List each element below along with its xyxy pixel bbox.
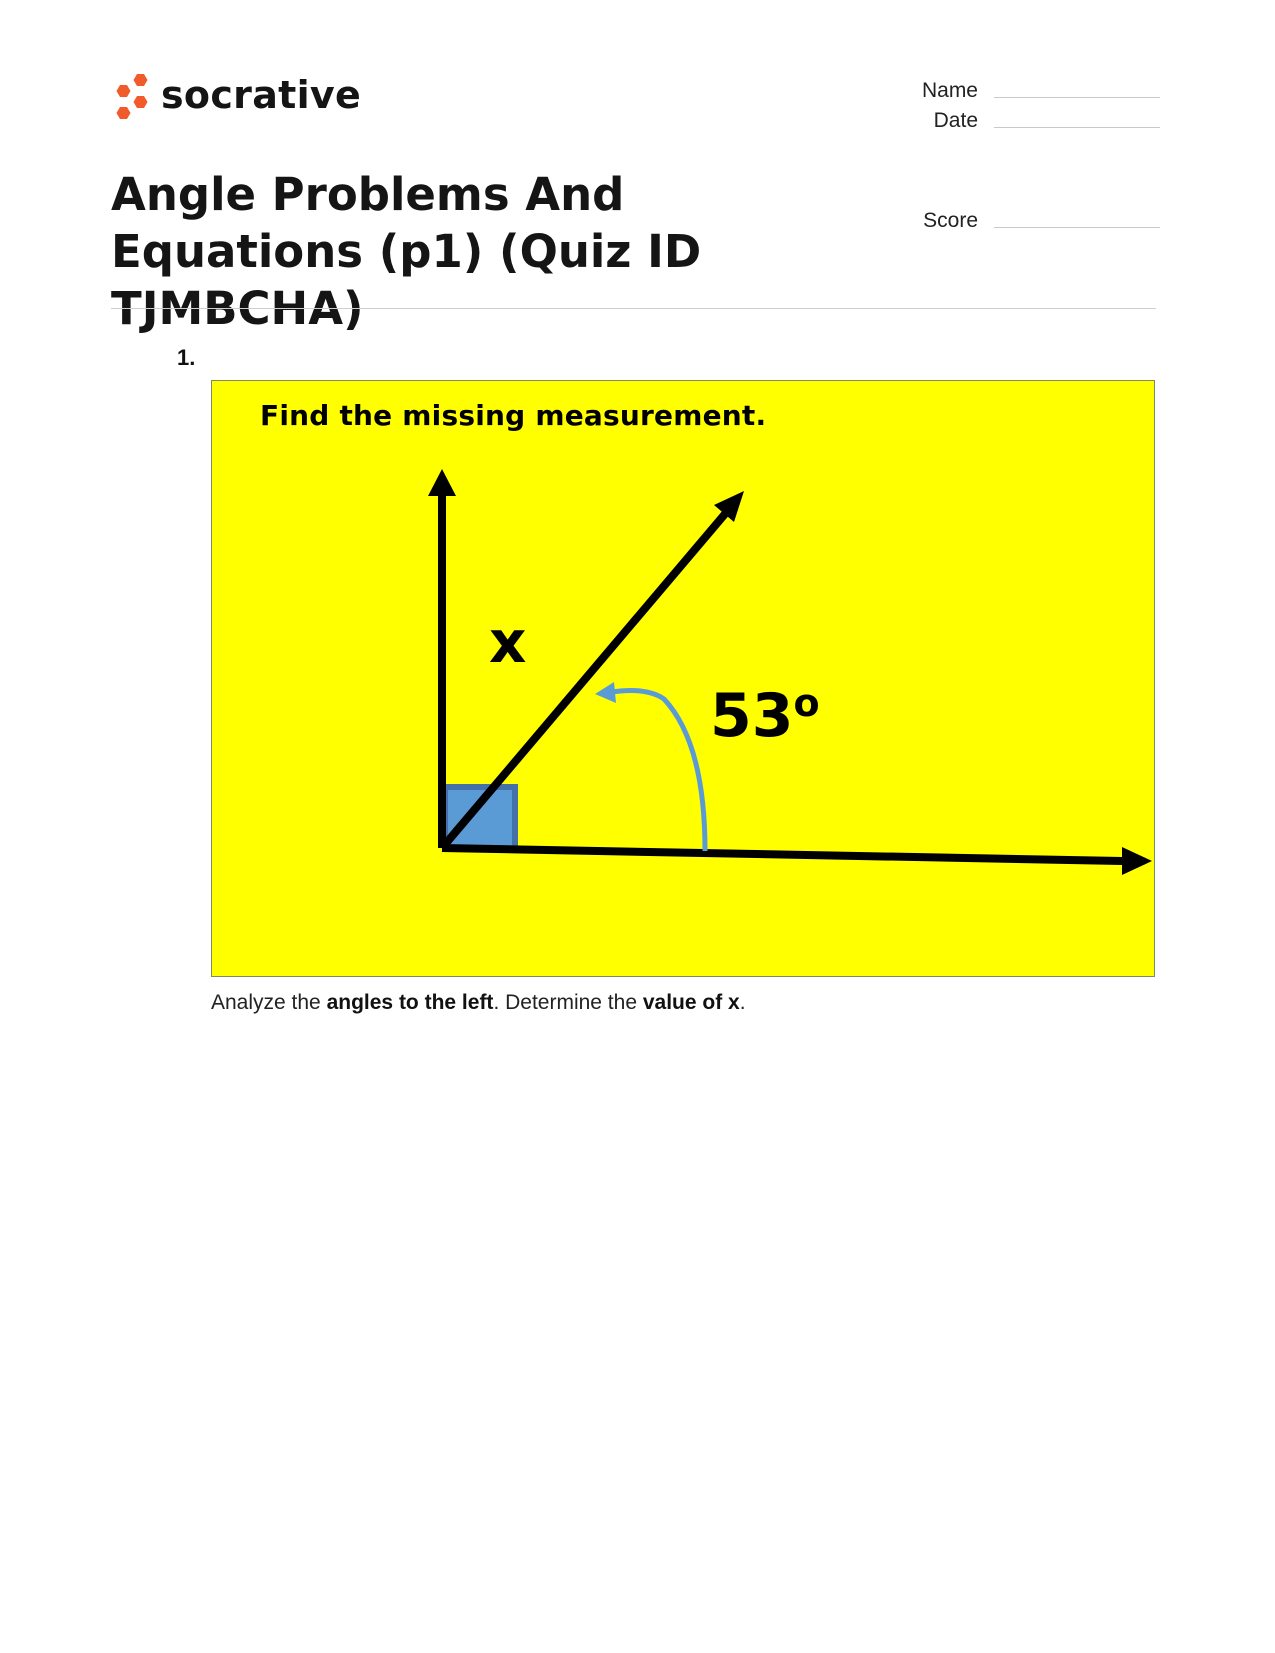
angle-arc bbox=[612, 691, 705, 851]
header-divider bbox=[111, 308, 1156, 309]
degree-symbol: o bbox=[793, 681, 820, 725]
date-blank-line bbox=[994, 126, 1160, 128]
question-number: 1. bbox=[177, 345, 196, 370]
known-angle-label bbox=[710, 681, 820, 751]
socrative-logo-icon bbox=[111, 72, 149, 122]
caption-text-3: . bbox=[739, 991, 746, 1014]
score-field bbox=[886, 210, 1160, 231]
caption-text-2: . Determine the bbox=[493, 991, 643, 1014]
brand-name: socrative bbox=[161, 73, 362, 117]
horizontal-ray bbox=[442, 848, 1122, 861]
unknown-angle-label: x bbox=[489, 608, 527, 676]
image-heading: Find the missing measurement. bbox=[260, 399, 767, 432]
quiz-title: Angle Problems And Equations (p1) (Quiz ID TJMBCHA) bbox=[111, 168, 702, 335]
date-label: Date bbox=[933, 109, 978, 132]
date-field bbox=[886, 110, 1160, 131]
name-label: Name bbox=[921, 79, 978, 102]
angle-value: 53 bbox=[710, 681, 794, 751]
right-angle-marker bbox=[445, 787, 515, 849]
caption-text-1: Analyze the bbox=[211, 991, 327, 1014]
question-image bbox=[211, 380, 1155, 977]
score-label: Score bbox=[923, 209, 978, 232]
horizontal-ray-arrowhead bbox=[1122, 847, 1152, 875]
name-blank-line bbox=[994, 96, 1160, 98]
angle-arc-arrowhead bbox=[595, 682, 616, 703]
caption-bold-2: value of x bbox=[642, 991, 740, 1014]
angle-diagram bbox=[212, 381, 1154, 976]
score-blank-line bbox=[994, 226, 1160, 228]
caption-bold-1: angles to the left bbox=[326, 991, 494, 1014]
question-caption bbox=[211, 991, 746, 1015]
socrative-logo bbox=[111, 72, 361, 122]
name-field bbox=[886, 80, 1160, 101]
diagonal-ray bbox=[442, 508, 730, 848]
vertical-ray-arrowhead bbox=[428, 469, 456, 496]
